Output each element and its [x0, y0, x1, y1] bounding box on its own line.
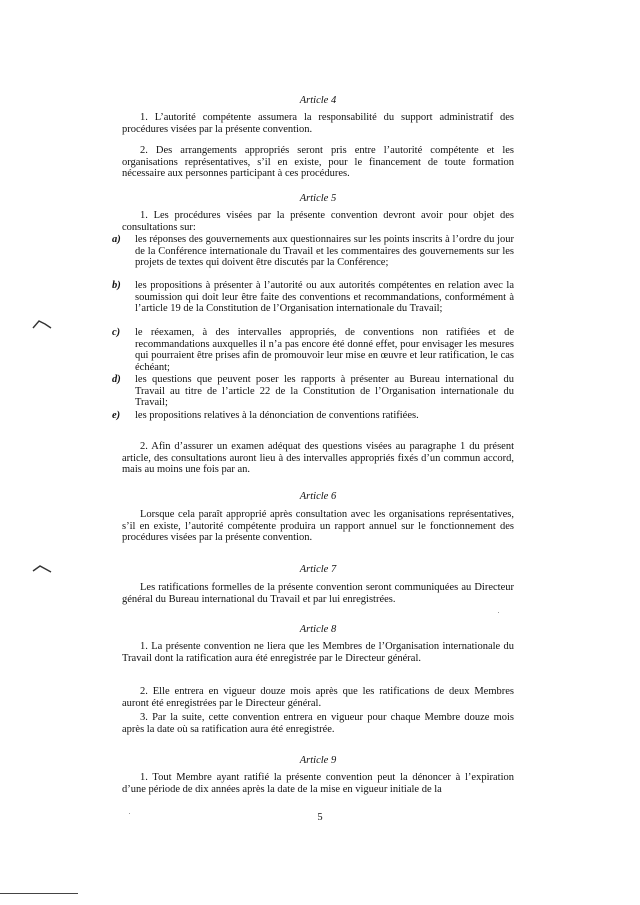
- paragraph: Les ratifications formelles de la présente convention seront communiquées au Directeur général du Bureau international du Travail et par lui enregistrées.: [122, 582, 514, 605]
- list-item-text: le réexamen, à des intervalles appropriés, de conventions non ratifiées et de recommandations auxquelles il n’a pas encore été donné effet, pour envisager les mesures qui pourraient être prises afin de promouvoir leur mise en œuvre et leur ratification, le cas échéant;: [135, 327, 514, 373]
- paragraph: 3. Par la suite, cette convention entrera en vigueur pour chaque Membre douze mois après la date où sa ratification aura été enregistrée.: [122, 712, 514, 735]
- paragraph: 1. L’autorité compétente assumera la responsabilité du support administratif des procédures visées par la présente convention.: [122, 112, 514, 135]
- article-heading: Article 7: [299, 564, 337, 575]
- list-item-text: les réponses des gouvernements aux questionnaires sur les points inscrits à l’ordre du jour de la Conférence internationale du Travail et les commentaires des gouvernements sur les projets de textes qui doivent être discutés par la Conférence;: [135, 234, 514, 269]
- list-item: [112, 410, 514, 422]
- article-heading: Article 4: [299, 95, 337, 106]
- article-heading: Article 9: [299, 755, 337, 766]
- list-item-text: les propositions à présenter à l’autorité ou aux autorités compétentes en relation avec la soumission qui doit leur être faite des conventions et recommandations, conformément à l’article 19 de la Constitution de l’Organisation internationale du Travail;: [135, 280, 514, 315]
- consultation-list: [112, 234, 514, 422]
- list-marker: d): [112, 374, 121, 385]
- scan-speck: [498, 612, 499, 613]
- list-marker: e): [112, 410, 121, 421]
- margin-mark-upper: [32, 318, 52, 330]
- bottom-rule: [0, 893, 78, 894]
- list-item: [112, 280, 514, 327]
- list-item: [112, 234, 514, 280]
- list-item: [112, 374, 514, 410]
- page-number: 5: [317, 812, 323, 823]
- margin-mark-lower: [32, 563, 52, 575]
- list-marker: b): [112, 280, 121, 291]
- paragraph: 1. La présente convention ne liera que les Membres de l’Organisation internationale du Travail dont la ratification aura été enregistrée par le Directeur général.: [122, 641, 514, 664]
- article-heading: Article 5: [299, 193, 337, 204]
- list-item-text: les propositions relatives à la dénonciation de conventions ratifiées.: [135, 410, 419, 421]
- paragraph: 1. Les procédures visées par la présente convention devront avoir pour objet des consultations sur:: [122, 210, 514, 233]
- article-heading: Article 8: [299, 624, 337, 635]
- list-item: [112, 327, 514, 374]
- paragraph: 2. Des arrangements appropriés seront pris entre l’autorité compétente et les organisations représentatives, s’il en existe, pour le financement de toute formation nécessaire aux personnes participant à ces procédures.: [122, 145, 514, 180]
- paragraph: 2. Elle entrera en vigueur douze mois après que les ratifications de deux Membres auront été enregistrées par le Directeur général.: [122, 686, 514, 709]
- list-marker: a): [112, 234, 121, 245]
- list-item-text: les questions que peuvent poser les rapports à présenter au Bureau international du Travail au titre de l’article 22 de la Constitution de l’Organisation internationale du Travail;: [135, 374, 514, 409]
- paragraph: 1. Tout Membre ayant ratifié la présente convention peut la dénoncer à l’expiration d’une période de dix années après la date de la mise en vigueur initiale de la: [122, 772, 514, 795]
- list-marker: c): [112, 327, 121, 338]
- paragraph: 2. Afin d’assurer un examen adéquat des questions visées au paragraphe 1 du présent article, des consultations auront lieu à des intervalles appropriés fixés d’un commun accord, mais au moins une fois par an.: [122, 441, 514, 476]
- paragraph: Lorsque cela paraît approprié après consultation avec les organisations représentatives, s’il en existe, l’autorité compétente produira un rapport annuel sur le fonctionnement des procédures visées par la présente convention.: [122, 509, 514, 544]
- article-heading: Article 6: [299, 491, 337, 502]
